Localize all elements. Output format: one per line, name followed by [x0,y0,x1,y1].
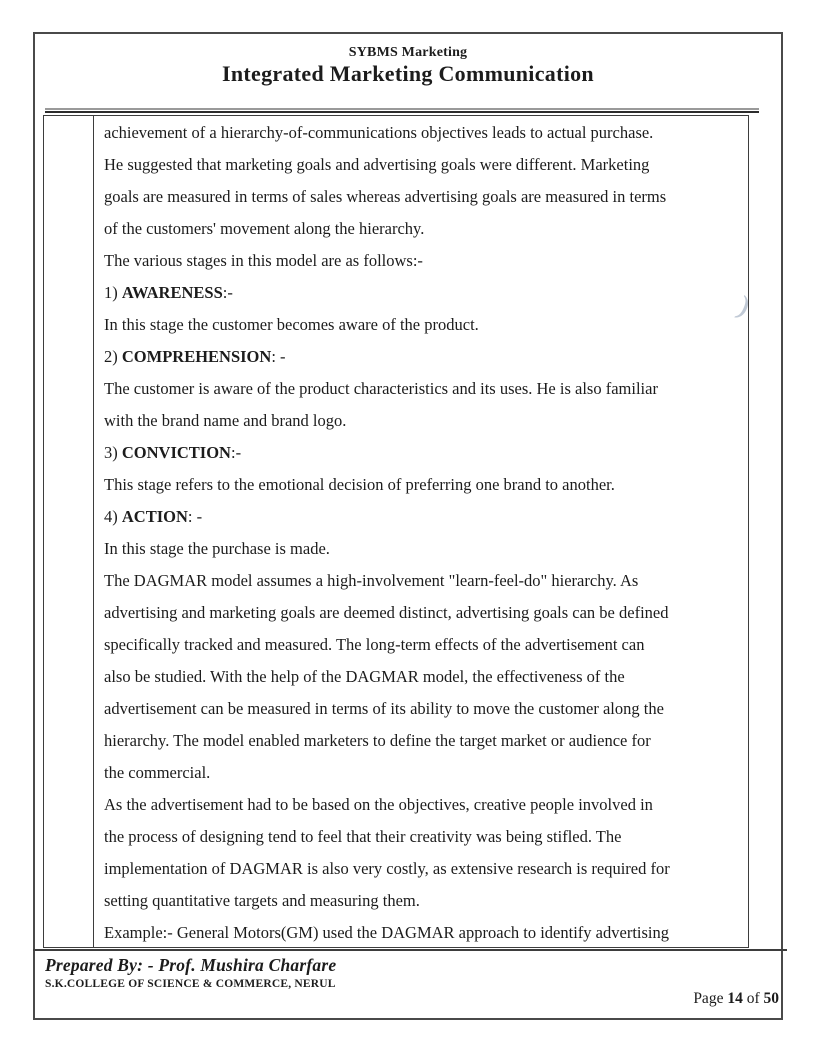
text-line: advertising and marketing goals are deemed distinct, advertising goals can be defined [104,603,669,622]
text-line: of the customers' movement along the hierarchy. [104,219,425,238]
text-line: 4) ACTION: - [104,507,203,526]
body-text [94,116,748,947]
text-line: The various stages in this model are as follows:- [104,251,423,270]
document-subtitle: SYBMS Marketing [348,45,468,60]
text-line: In this stage the customer becomes aware of the product. [104,315,479,334]
text-line: 3) CONVICTION:- [104,443,242,462]
text-line: The DAGMAR model assumes a high-involvement "learn-feel-do" hierarchy. As [104,571,639,590]
text-line: the commercial. [104,763,211,782]
page-number-of: of [742,990,764,1007]
prepared-by-text: Prepared By: - Prof. Mushira Charfare [45,955,337,975]
text-line: 1) AWARENESS:- [104,283,233,302]
text-line: implementation of DAGMAR is also very costly, as extensive research is required for [104,859,670,878]
page-number-current: 14 [727,990,743,1007]
text-line: advertisement can be measured in terms of its ability to move the customer along the [104,699,664,718]
page-number [693,990,779,1008]
text-line: goals are measured in terms of sales whereas advertising goals are measured in terms [104,187,667,206]
text-line: specifically tracked and measured. The long-term effects of the advertisement can [104,635,645,654]
text-line: Example:- General Motors(GM) used the DAGMAR approach to identify advertising [104,923,669,942]
text-line: The customer is aware of the product characteristics and its uses. He is also familiar [104,379,658,398]
page-title: Integrated Marketing Communication [222,61,594,86]
text-line: 2) COMPREHENSION: - [104,347,286,366]
text-line: also be studied. With the help of the DAGMAR model, the effectiveness of the [104,667,625,686]
text-line: with the brand name and brand logo. [104,411,347,430]
college-name-text: S.K.COLLEGE OF SCIENCE & COMMERCE, NERUL [45,978,336,990]
text-line: This stage refers to the emotional decision of preferring one brand to another. [104,475,615,494]
footer-divider [33,949,787,951]
text-line: In this stage the purchase is made. [104,539,330,558]
document-page [33,32,783,1020]
page-number-prefix: Page [693,990,728,1007]
page-number-total: 50 [763,990,779,1007]
text-line: He suggested that marketing goals and advertising goals were different. Marketing [104,155,650,174]
text-line: As the advertisement had to be based on the objectives, creative people involved in [104,795,653,814]
text-line: setting quantitative targets and measuring them. [104,891,420,910]
pen-mark-artifact: ) [731,290,756,325]
text-line: hierarchy. The model enabled marketers to define the target market or audience for [104,731,651,750]
header-divider [45,108,759,113]
content-table [43,115,749,948]
margin-column [44,116,94,947]
text-line: the process of designing tend to feel that their creativity was being stifled. The [104,827,622,846]
text-line: achievement of a hierarchy-of-communications objectives leads to actual purchase. [104,123,654,142]
